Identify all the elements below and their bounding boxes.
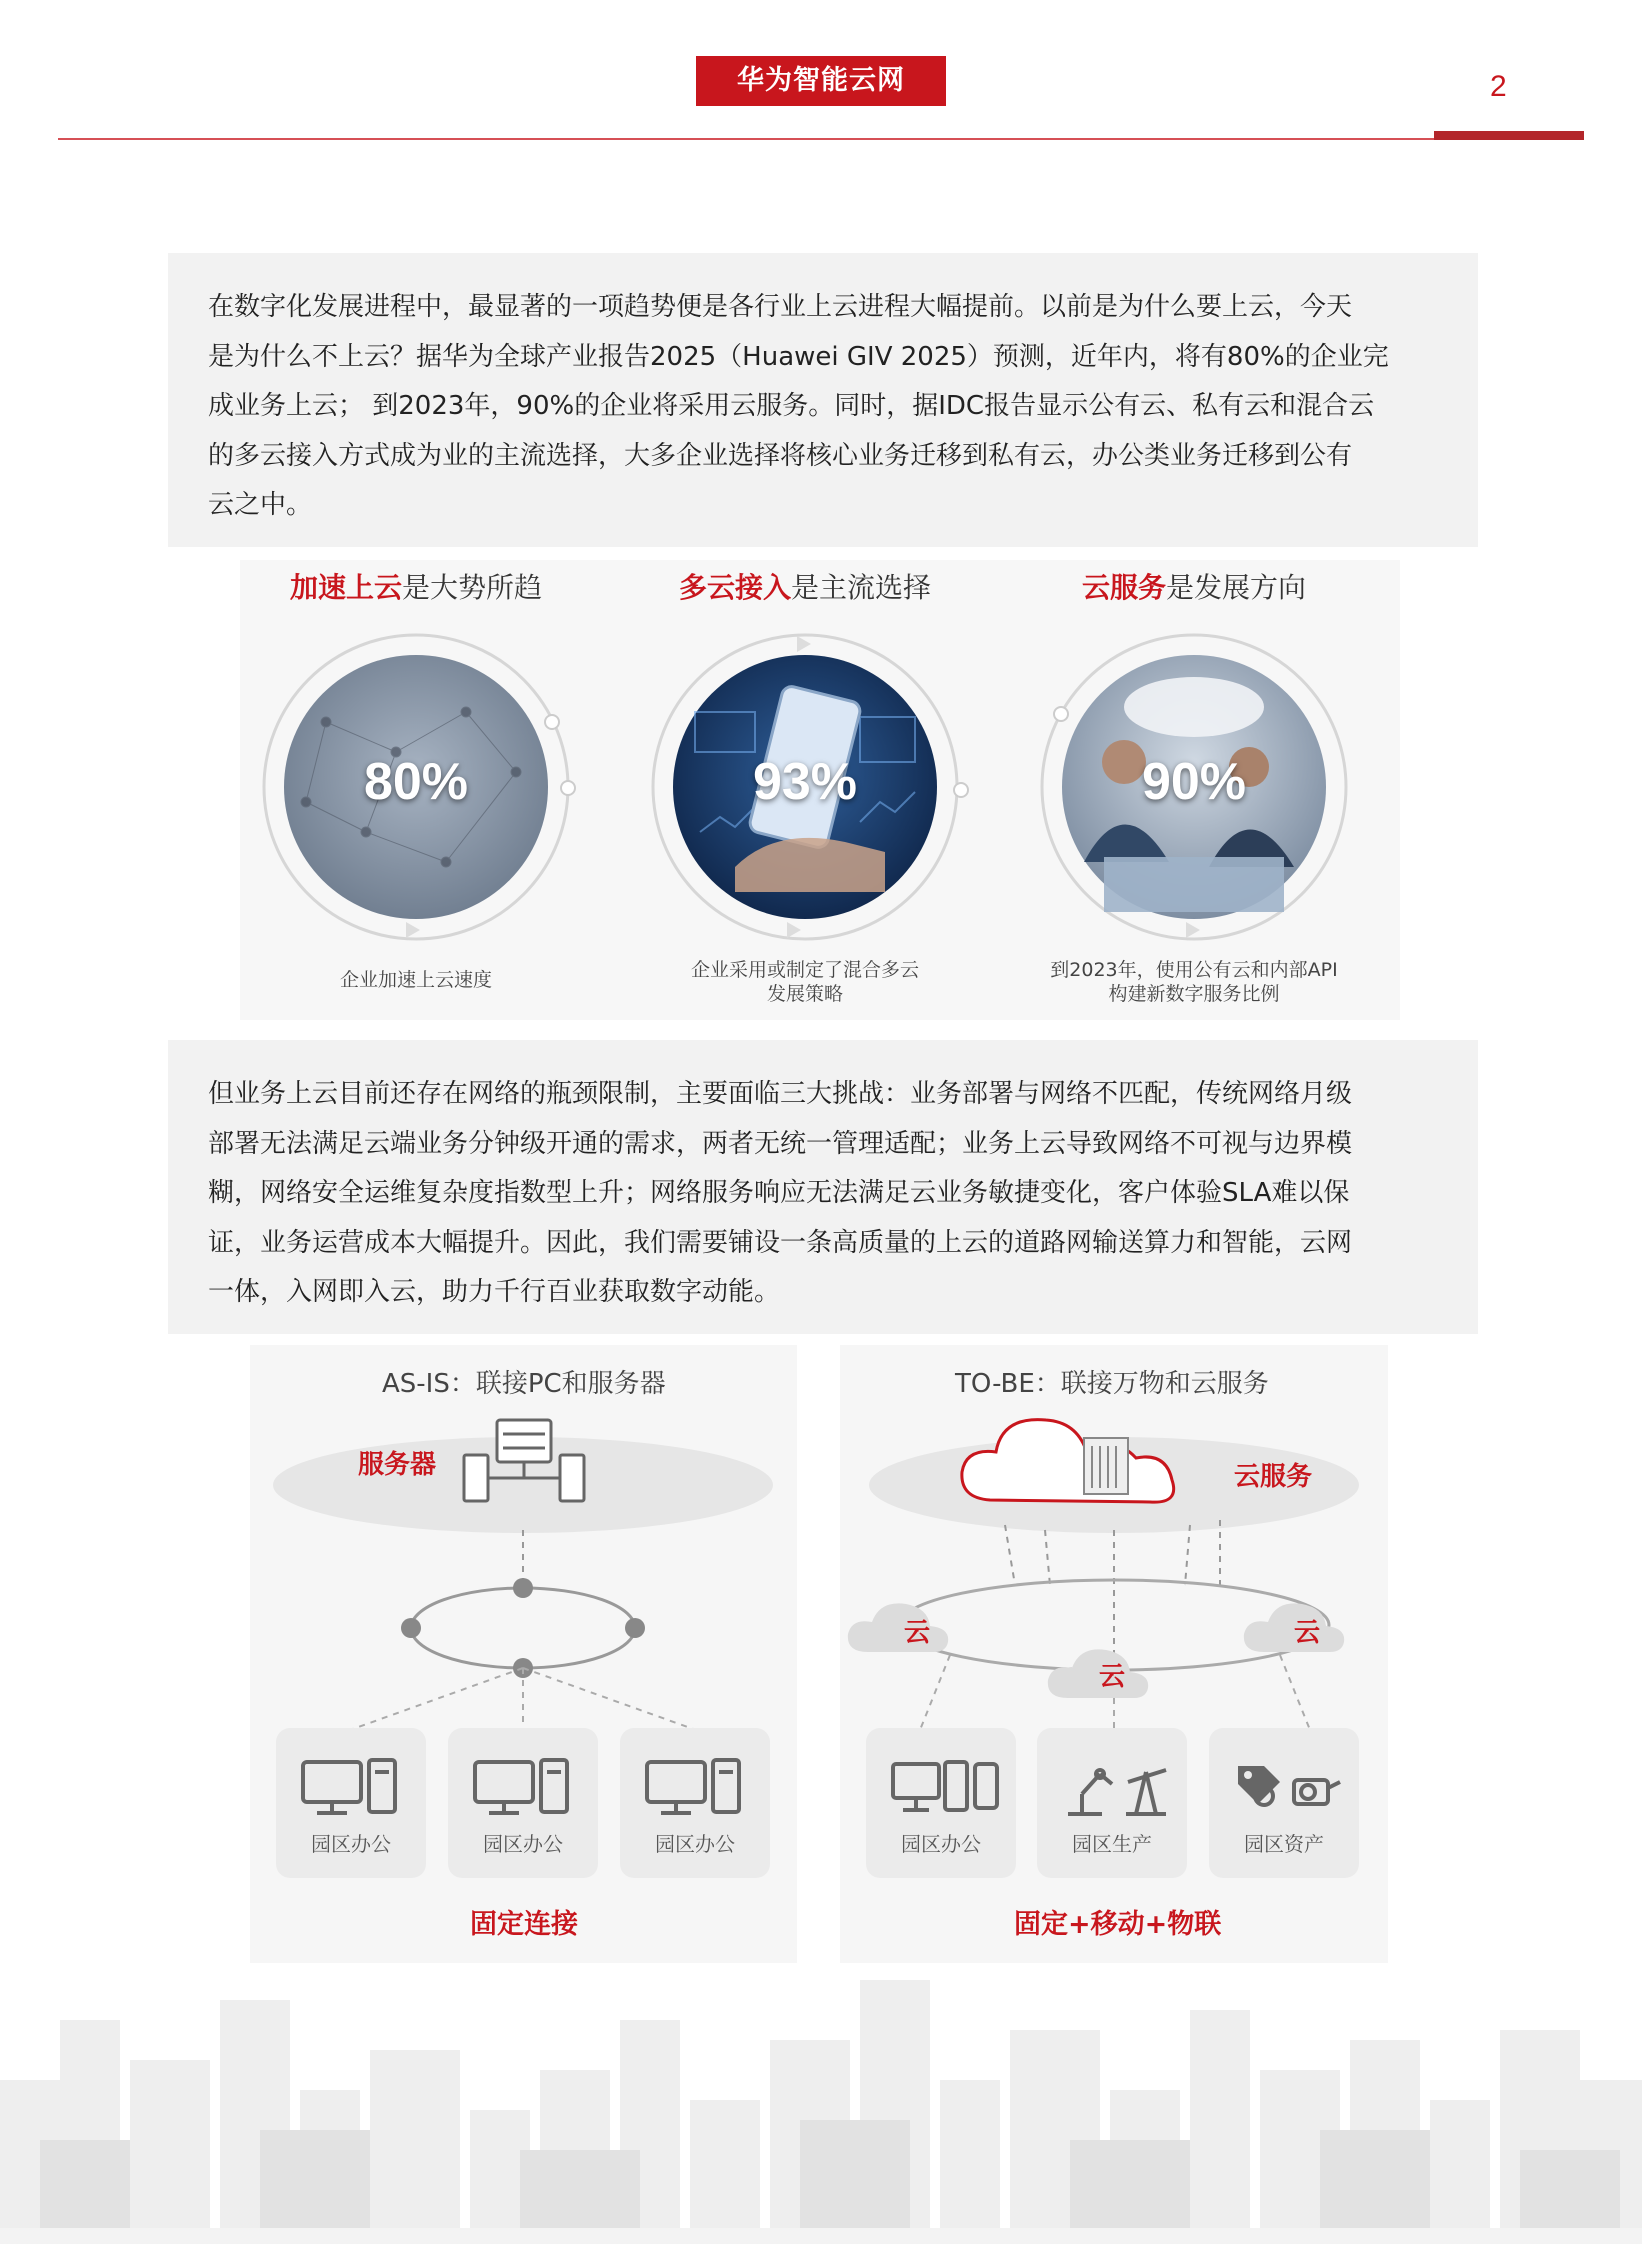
as-is-topology (250, 1400, 797, 1730)
stat-value: 93% (752, 753, 858, 811)
as-is-node-office: 园区办公 (620, 1728, 770, 1878)
stat-caption: 企业采用或制定了混合多云 发展策略 (690, 959, 919, 1005)
stat-cloud-speed (236, 566, 596, 1026)
stat-title: 云服务是发展方向 (1081, 571, 1307, 604)
stat-multicloud (625, 566, 985, 1026)
as-is-node-office: 园区办公 (276, 1728, 426, 1878)
header-divider-accent (1434, 131, 1584, 140)
cloud-server-icon (962, 1420, 1174, 1503)
stat-cloud-service (1014, 566, 1374, 1026)
challenge-paragraph: 但业务上云目前还存在网络的瓶颈限制，主要面临三大挑战：业务部署与网络不匹配，传统网络月级 部署无法满足云端业务分钟级开通的需求，两者无统一管理适配；业务上云导致网络不可视与边界模 糊，网络安全运维复杂度指数型上升；网络服务响应无法满足云业务敏捷变化，客户体验SLA难以保 证，业务运营成本大幅提升。因此，我们需要铺设一条高质量的上云的道路网输送算力和智能，云网 一体，入网即入云，助力千行百业获取数字动能。 (208, 1079, 1353, 1307)
cloud-node-label: 云 (1099, 1662, 1126, 1692)
robot-arm-oil-pump-icon (1062, 1758, 1172, 1818)
city-skyline-decoration (0, 1960, 1642, 2244)
brand-title: 华为智能云网 (696, 56, 946, 106)
as-is-node-office: 园区办公 (448, 1728, 598, 1878)
to-be-footer: 固定+移动+物联 (1014, 1909, 1222, 1940)
desktop-pc-icon (301, 1758, 401, 1818)
intro-paragraph: 在数字化发展进程中，最显著的一项趋势便是各行业上云进程大幅提前。以前是为什么要上云，今天 是为什么不上云？据华为全球产业报告2025（Huawei GIV 2025）预测，近年内，将有80%的企业完 成业务上云； 到2023年，90%的企业将采用云服务。同时，据IDC报告显示公有云、私有云和混合云 的多云接入方式成为业的主流选择，大多企业选择将核心业务迁移到私有云，办公类业务迁移到公有 云之中。 (208, 292, 1389, 520)
to-be-title: TO-BE：联接万物和云服务 (955, 1369, 1269, 1399)
devices-icon (891, 1758, 1001, 1818)
header-divider (58, 138, 1434, 140)
stat-title: 加速上云是大势所趋 (289, 571, 543, 604)
stat-value: 80% (363, 753, 469, 811)
challenge-panel (168, 1040, 1478, 1334)
as-is-title: AS-IS：联接PC和服务器 (382, 1369, 666, 1399)
stat-caption: 到2023年，使用公有云和内部API 构建新数字服务比例 (1050, 959, 1338, 1005)
cloud-node-label: 云 (904, 1618, 931, 1648)
desktop-pc-icon (473, 1758, 573, 1818)
server-label: 服务器 (358, 1450, 437, 1480)
tag-gear-camera-icon (1234, 1758, 1344, 1818)
cloud-service-label: 云服务 (1234, 1462, 1313, 1492)
stat-caption: 企业加速上云速度 (339, 969, 492, 991)
as-is-footer: 固定连接 (470, 1909, 578, 1940)
to-be-node-production: 园区生产 (1037, 1728, 1187, 1878)
page-number: 2 (1490, 70, 1507, 103)
to-be-node-office: 园区办公 (866, 1728, 1016, 1878)
cloud-node-label: 云 (1294, 1618, 1321, 1648)
stat-title: 多云接入是主流选择 (678, 571, 932, 604)
desktop-pc-icon (645, 1758, 745, 1818)
to-be-node-assets: 园区资产 (1209, 1728, 1359, 1878)
stat-value: 90% (1141, 753, 1247, 811)
intro-panel (168, 253, 1478, 547)
